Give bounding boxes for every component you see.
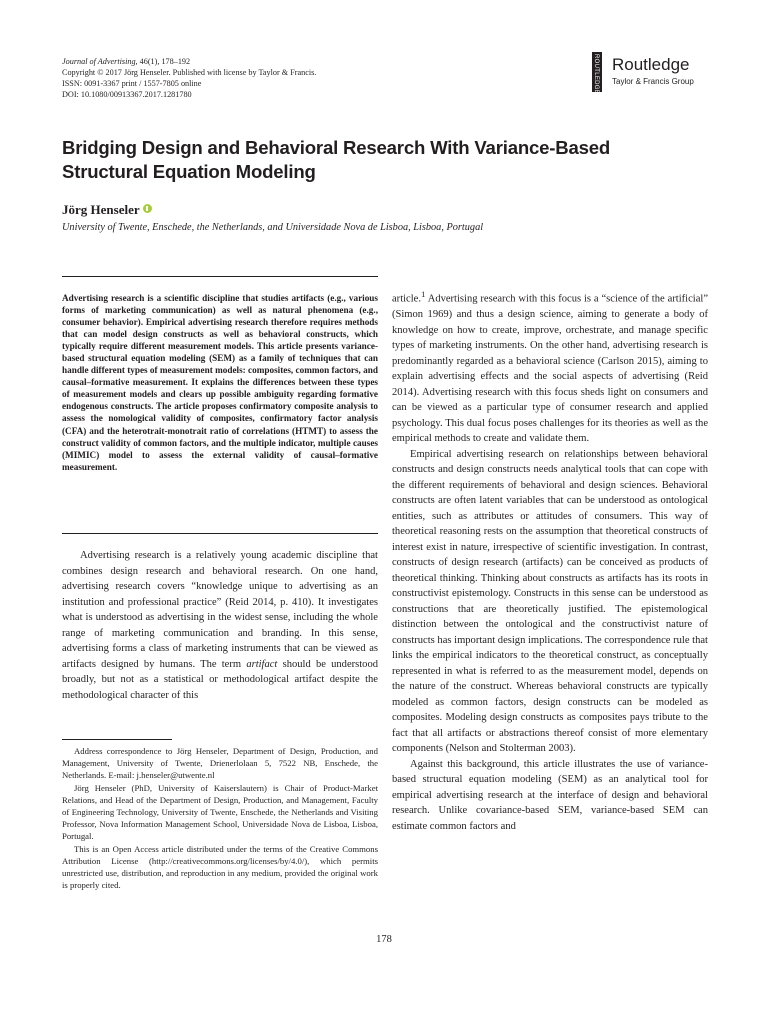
journal-citation: [62, 56, 316, 67]
author-affiliation: University of Twente, Enschede, the Netherlands, and Universidade Nova de Lisboa, Lisboa, Portugal: [62, 222, 484, 233]
body-text: should be understood broadly, but not as a statistical or methodological artifact despite the methodological character of this: [62, 658, 378, 701]
body-paragraph: Against this background, this article illustrates the use of variance-based structural equation modeling (SEM) as an analytical tool for empirical advertising research at the interface of design and behavioral research. Unlike covariance-based SEM, variance-based SEM can estimate common factors and: [392, 758, 708, 832]
body-paragraph: Empirical advertising research on relationships between behavioral constructs and design constructs needs analytical tools that can cope with the different requirements of behavioral and design sciences. Behavioral constructs are often latent variables that can be understood as ontological entities, such as attributes or attitudes of consumers. This way of theoretical reasoning rests on the assumption that theoretical constructs of interest exist in nature, irrespective of scientific investigation. In contrast, constructs of design research (artifacts) can be conceived as products of theoretical thinking. Thinking about constructs as artifacts has its roots in constructivist epistemology. Constructs in this sense can be understood as constructions that are theoretically justified. The epistemological distinction between the ontological and the constructivist nature of constructs has important design implications. The correspondence rule that links the empirical indicators to the theoretical construct, as conceptually represented in what is referred to as the measurement model, depends on the nature of the construct. Whereas behavioral constructs are typically modeled as common factors, design constructs can be modeled as composites. Modeling design constructs as composites pays tribute to the fact that all artifacts or abstractions thereof consist of more elementary components (Nelson and Stolterman 2003).: [392, 448, 708, 755]
doi-line: DOI: 10.1080/00913367.2017.1281780: [62, 90, 192, 99]
footnote-rule: [62, 739, 172, 740]
body-paragraph: [62, 548, 378, 703]
copyright-line: Copyright © 2017 Jörg Henseler. Published with license by Taylor & Francis.: [62, 68, 317, 77]
journal-name: Journal of Advertising: [62, 57, 136, 66]
issn-line: ISSN: 0091-3367 print / 1557-7805 online: [62, 79, 202, 88]
body-left-column: [62, 548, 378, 703]
page-number: 178: [376, 934, 392, 945]
publisher-logo: [592, 52, 722, 95]
footnote-correspondence: Address correspondence to Jörg Henseler, Department of Design, Production, and Management, University of Twente, Drienerlolaan 5, 7522 NB, Enschede, the Netherlands. E-mail: j.henseler@utwente.nl: [62, 746, 378, 781]
body-text: Advertising research with this focus is a “science of the artificial” (Simon 1969) and thus a design science, aiming to generate a body of knowledge on how to create, improve, orchestrate, and manage specific types of marketing instruments. On the other hand, advertising research is predominantly regarded as a behavioral science (Carlson 2015), aiming to explain advertising effects and the social aspects of advertising (Reid 2014). Advertising research with this focus sheds light on consumers and can be viewed as a particular type of consumer research and applied psychology. This dual focus poses challenges for its theories as well as the empirical methods to create and validate them.: [392, 293, 708, 445]
footnote-license: This is an Open Access article distributed under the terms of the Creative Commons Attribution License (http://creativecommons.org/licenses/by/4.0/), which permits unrestricted use, distribution, and reproduction in any medium, provided the original work is properly cited.: [62, 843, 378, 891]
abstract-top-rule: [62, 276, 378, 277]
abstract: Advertising research is a scientific discipline that studies artifacts (e.g., various forms of marketing communication) as well as natural phenomena (e.g., consumer behavior). Empirical advertising research therefore requires methods that can model design constructs as well as behavioral constructs, which typically require different measurement models. This article presents variance-based structural equation modeling (SEM) as a family of techniques that can handle different types of measurement models: composites, common factors, and causal–formative measurement. It explains the differences between these types of measurement models and clears up possible ambiguity regarding formative endogenous constructs. The article proposes confirmatory composite analysis to assess the nomological validity of composites, confirmatory factor analysis (CFA) and the heterotrait-monotrait ratio of correlations (HTMT) to assess the construct validity of common factors, and the multiple indicator, multiple causes (MIMIC) model to assess the external validity of causal–formative measurement.: [62, 293, 378, 472]
publisher-group: Taylor & Francis Group: [612, 77, 694, 86]
body-text: Advertising research is a relatively young academic discipline that combines design research and behavioral research. On one hand, advertising research covers “knowledge unique to advertising as an institution and professional practice” (Reid 2014, p. 410). It investigates what is understood as advertising in the widest sense, including the whole range of marketing communication and branding. In this sense, advertising forms a class of marketing instruments that can be viewed as artifacts designed by humans. The term: [62, 550, 378, 670]
author-name: Jörg Henseler: [62, 202, 140, 217]
publisher-spine-text: ROUTLEDGE: [593, 54, 599, 95]
publisher-brand: Routledge: [612, 55, 690, 74]
journal-volume: , 46(1), 178–192: [135, 57, 191, 66]
footnote-bio: Jörg Henseler (PhD, University of Kaiserslautern) is Chair of Product-Market Relations, and Head of the Department of Design, Production, and Management, Faculty of Engineering Technology, University of Twente, Enschede, the Netherlands and Visiting Professor, Nova Information Management School, Universidade Nova de Lisboa, Lisboa, Portugal.: [62, 782, 378, 842]
journal-info: [62, 56, 316, 100]
orcid-icon[interactable]: [143, 204, 152, 213]
emphasis-term: artifact: [246, 658, 278, 670]
abstract-bottom-rule: [62, 533, 378, 534]
body-paragraph: [392, 287, 708, 447]
footnotes: [62, 745, 378, 891]
body-right-column: [392, 287, 708, 834]
author-line: [62, 202, 152, 218]
footnote-marker[interactable]: 1: [420, 289, 426, 299]
article-title: Bridging Design and Behavioral Research With Variance-Based Structural Equation Modeling: [62, 137, 611, 182]
body-text: article.: [392, 293, 421, 305]
